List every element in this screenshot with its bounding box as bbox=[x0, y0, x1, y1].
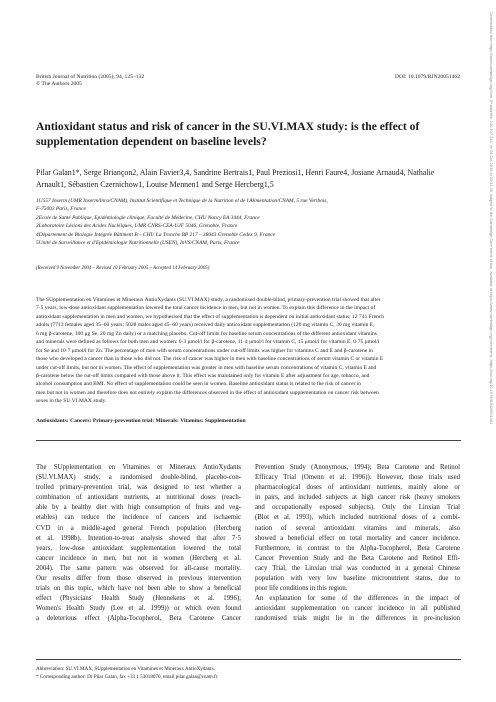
footnote-divider bbox=[36, 659, 461, 660]
body-line: et al. 1998b). Intention-to-treat analysis showed that after 7·5 bbox=[36, 534, 241, 542]
body-column-right bbox=[255, 463, 460, 625]
affiliation-line: 4Département de Biologie Intégrée Bâtiment B – CHU La Tronche BP 217 – 38043 Grenoble Cedex 9, France bbox=[36, 231, 276, 238]
body-line: pharmacological doses of antioxidant nutrients, mainly alone or bbox=[255, 484, 460, 492]
download-sidebar: Downloaded from https://www.cambridge.org/core. IP address: 130.107.249, on 26 Oct 2019 at 03:34:35, subject to the Cambridge Core terms of use, available at https://www.cambridge.org/core/terms. https://doi.org/10.1079/BJN20051462 bbox=[489, 12, 494, 425]
body-line: trolled primary-prevention trial, was designed to test whether a bbox=[36, 484, 241, 492]
body-line: The SUpplementation en Vitamines et Mineraux AntioXydants bbox=[36, 464, 241, 471]
body-line: 2004). The same pattern was observed for all-cause mortality. bbox=[36, 564, 241, 572]
body-line: Cancer Prevention Study and the Beta Carotene and Retinol Effi- bbox=[255, 554, 460, 562]
abstract-line: those who developed a cancer than in those who did not. The risk of cancer was higher in men with baseline concentrations of serum vitamin C or vitamin E bbox=[36, 356, 384, 363]
body-line: Efficacy Trial (Omenn et al. 1996)). However, those trials used bbox=[255, 474, 460, 482]
abstract-line: and minerals were defined as follows for both men and women: 0·3 μmol/l for β-carotene, 11·4 μmol/l for vitamin C, 15 μmol/l for vitamin E, 0·75 μmol/l bbox=[36, 339, 380, 346]
body-line: cancer incidence in men, but not in women (Hercberg et al. bbox=[36, 554, 241, 562]
affiliation-line: 1U557 Inserm (UMR Inserm/Inra/CNAM), Institut Scientifique et Technique de la Nutrition et de l'Alimentation/CNAM, 5 rue Vertbois, bbox=[36, 198, 328, 204]
abstract-line: adults (7713 females aged 35–60 years; 5028 males aged 45–60 years) received daily antioxidant supplementation (120 mg vitamin C, 30 mg vitamin E, bbox=[36, 322, 375, 329]
abstract-line: alcohol consumption and BMI. No effect of supplementation could be seen in women. Baseline antioxidant status is related to the risk of cancer in bbox=[36, 381, 362, 388]
body-line: antioxidant supplementation on cancer incidence in all published bbox=[255, 605, 460, 613]
body-line: combination of antioxidant nutrients, at nutritional doses (reach- bbox=[36, 494, 241, 502]
abstract-line: antioxidant supplementation in men and women, we hypothesised that the effect of supplementation is dependent on initial antioxidant status; 12 741 French bbox=[36, 313, 385, 320]
abstract-line: 6 mg β-carotene, 100 μg Se, 20 mg Zn daily) or a matching placebo. Cut-off limits for baseline serum concentrations of the different antioxidant vitamins bbox=[36, 330, 377, 337]
affiliation-line: 3Laboratoire Lésions des Acides Nucléiques, UMR CNRS-CEA-UJF 5046, Grenoble, France bbox=[36, 223, 238, 230]
affiliations bbox=[36, 197, 461, 247]
journal-line: British Journal of Nutrition (2005), 94, 125–132 bbox=[36, 74, 145, 80]
keywords: Antioxidants: Cancers: Primary-prevention trial: Minerals: Vitamins: Supplementation bbox=[36, 418, 246, 424]
body-column-left bbox=[36, 463, 241, 625]
abstract bbox=[36, 296, 461, 406]
body-line: years, low-dose antioxidant supplementation lowered the total bbox=[36, 544, 241, 552]
body-line: An explanation for some of the differences in the impact of bbox=[255, 595, 460, 603]
affiliation-line: 2Ecole de Santé Publique, Epidémiologie clinique, Faculté de Médecine, CHU Nancy EA 3444, France bbox=[36, 214, 260, 221]
body-line: showed a beneficial effect on total mortality and cancer incidence. bbox=[255, 534, 460, 542]
affiliation-line: F-75003 Paris, France bbox=[36, 206, 86, 213]
body-line: effect (Physicians' Health Study (Hennekens et al. 1996); bbox=[36, 595, 241, 603]
body-line: Furthermore, in contrast to the Alpha-Tocopherol, Beta Carotene bbox=[255, 544, 460, 552]
abbreviation-footnote: Abbreviation: SU.VI.MAX, SUpplementation en Vitamines et Mineraux AntioXydants. bbox=[36, 666, 215, 672]
body-line: Prevention Study (Anonymous, 1994); Beta Carotene and Retinol bbox=[255, 464, 460, 471]
body-line: (Blot et al. 1993), which included nutritional doses of a combi- bbox=[255, 514, 460, 522]
doi: DOI: 10.1079/BJN20051462 bbox=[395, 74, 460, 80]
footnotes bbox=[36, 665, 461, 682]
body-line: Our results differ from those observed in previous intervention bbox=[36, 575, 241, 583]
journal-citation bbox=[36, 74, 144, 88]
author-list: Pilar Galan1*, Serge Briançon2, Alain Favier3,4, Sandrine Bertrais1, Paul Preziosi1, Henri Faure4, Josiane Arnaud4, Nathalie Arnault1, Sébastien Czernichow1, Louise Mennen1 and Serge Hercberg1,5 bbox=[36, 168, 435, 189]
body-line: CVD in a middle-aged general French population (Hercberg bbox=[36, 524, 241, 532]
body-line: poor life conditions in this region. bbox=[255, 585, 348, 593]
body-line: nation of several antioxidant vitamins and minerals, also bbox=[255, 524, 460, 532]
affiliation-line: 5Unité de Surveillance et d'Epidémiologie Nutritionnelle (USEN), InVS/CNAM, Paris, France bbox=[36, 240, 240, 247]
body-line: and occupationally exposed subjects). Only the Linxian Trial bbox=[255, 504, 460, 512]
body-line: Women's Health Study (Lee et al. 1999)) or which even found bbox=[36, 605, 241, 613]
abstract-line: sexes in the SU.VI.MAX study. bbox=[36, 398, 107, 405]
section-divider bbox=[36, 440, 461, 441]
article-title: Antioxidant status and risk of cancer in the SU.VI.MAX study: is the effect of supplementation dependent on baseline levels? bbox=[36, 120, 420, 148]
copyright-line: © The Authors 2005 bbox=[36, 81, 82, 88]
abstract-line: β-carotene below the cut-off limits compared with those above it. This effect was maintained only for vitamin E after adjustment for age, tobacco, and bbox=[36, 372, 370, 379]
body-line: population with very low baseline micronutrient status, due to bbox=[255, 575, 460, 583]
body-line: in pairs, and included subjects at high cancer risk (heavy smokers bbox=[255, 494, 460, 502]
body-line: able by a healthy diet with high consumption of fruits and veg- bbox=[36, 504, 241, 512]
abstract-line: The SUpplementation en Vitamines et Mineraux AntioXydants (SU.VI.MAX) study, a randomised double-blind, primary-prevention trial showed that after bbox=[36, 297, 381, 303]
abstract-line: under cut-off limits, but not in women. The effect of supplementation was greater in men with baseline serum concentrations of vitamin C, vitamin E and bbox=[36, 364, 377, 371]
body-line: trials on this topic, which have not been able to show a beneficial bbox=[36, 585, 241, 593]
body-line: etables) can reduce the incidence of cancers and ischaemic bbox=[36, 514, 241, 522]
abstract-line: for Se and 10·7 μmol/l for Zn. The percentage of men with serum concentrations under cut-off limits was higher for vitamins C and E and β-carotene in bbox=[36, 347, 373, 354]
abstract-line: 7·5 years, low-dose antioxidant supplementation lowered the total cancer incidence in men, but not in women. To explain this difference in the impact of bbox=[36, 305, 376, 312]
corresponding-author-footnote: * Corresponding author: Dr Pilar Galan, fax +33 1 53018070, email pilar.galan@cnam.fr bbox=[36, 674, 218, 681]
body-line: randomised trials might lie in the differences in pre-inclusion bbox=[255, 615, 460, 623]
body-line: a deleterious effect (Alpha-Tocopherol, Beta Carotene Cancer bbox=[36, 615, 241, 623]
abstract-line: men but not in women and therefore does not entirely explain the differences observed in the effect of antioxidant supplementation on cancer risk between bbox=[36, 389, 379, 396]
body-line: cacy Trial, the Linxian trial was conducted in a general Chinese bbox=[255, 564, 460, 572]
body-line: (SU.VI.MAX) study, a randomised double-blind, placebo-con- bbox=[36, 474, 241, 482]
received-dates: (Received 9 November 2004 – Revised 10 February 2005 – Accepted 14 February 2005) bbox=[36, 266, 210, 271]
